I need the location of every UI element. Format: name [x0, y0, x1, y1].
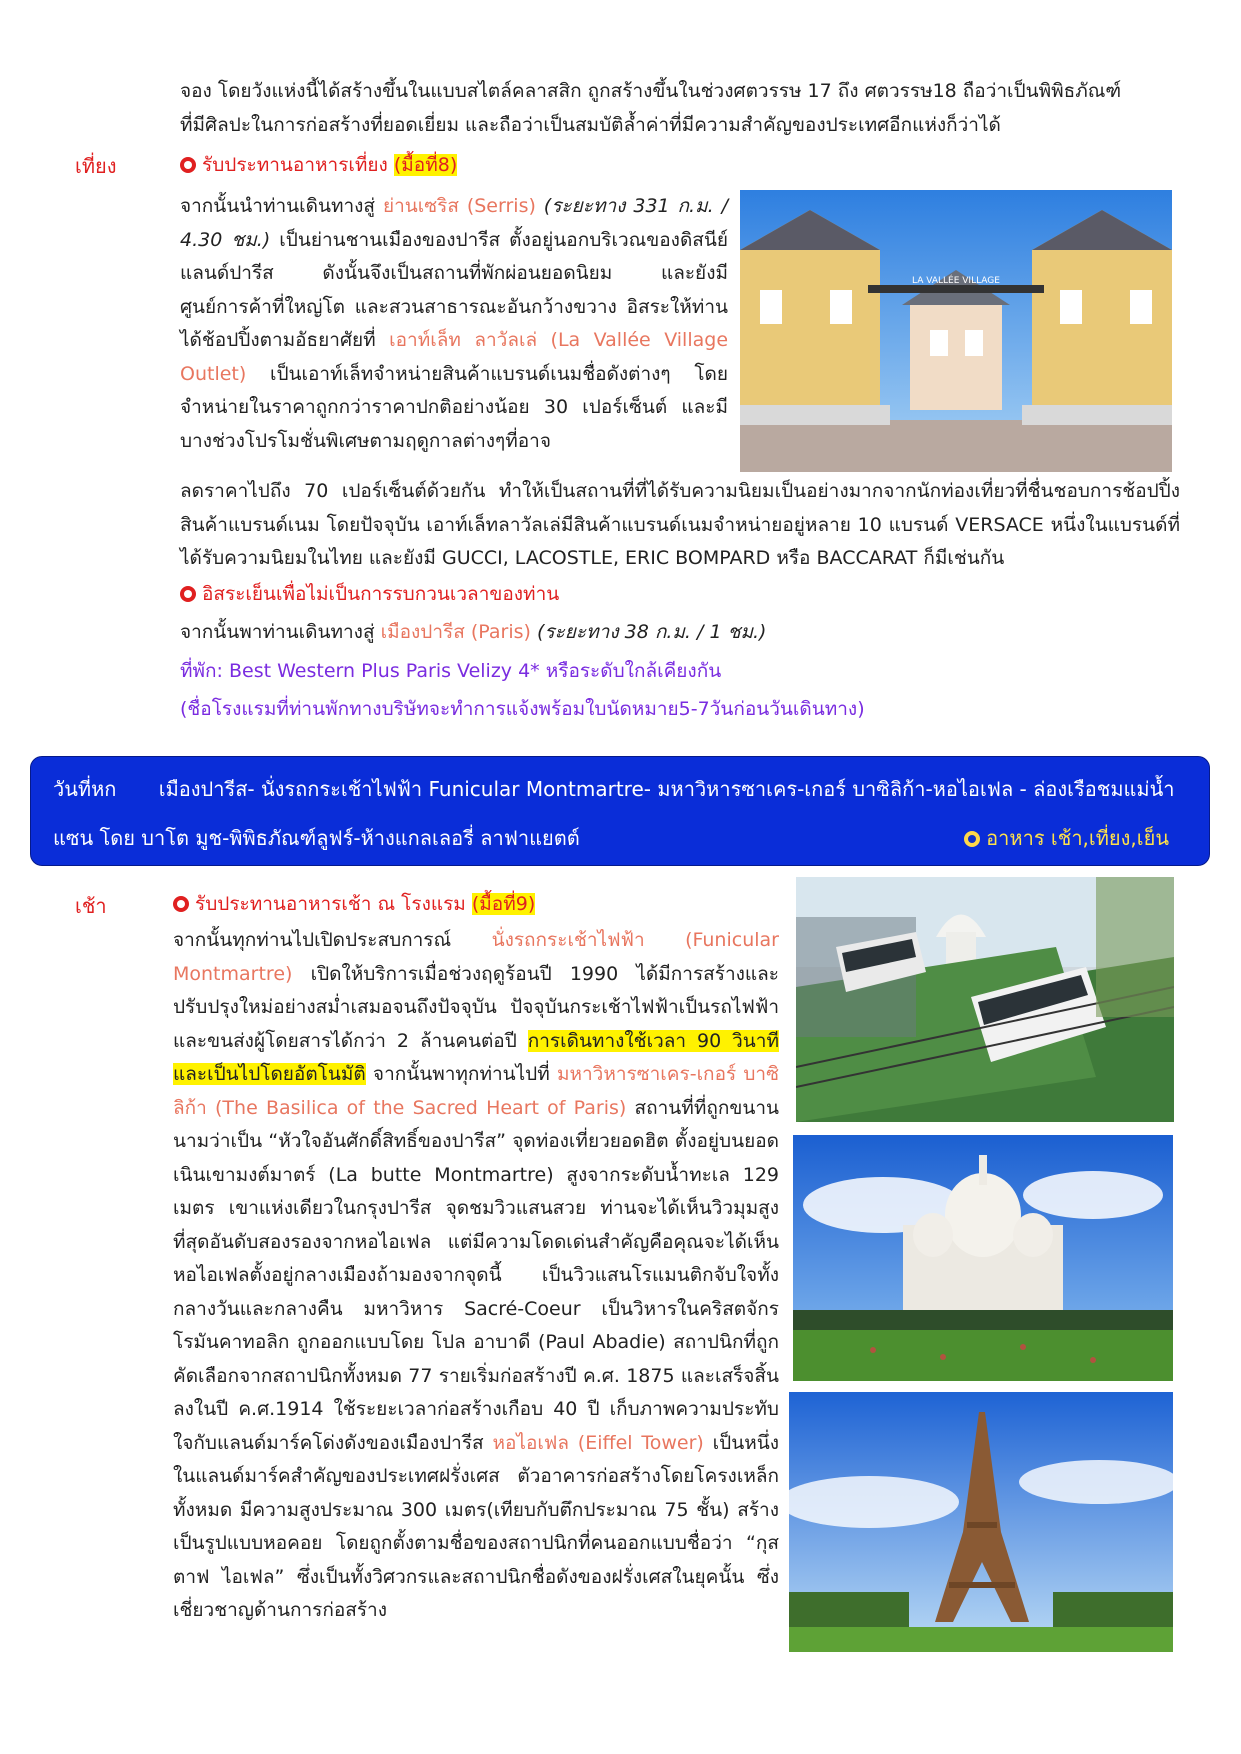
breakfast-line: [173, 888, 535, 922]
intro-line: จอง โดยวังแห่งนี้ได้สร้างขึ้นในแบบสไตล์คลาสสิก ถูกสร้างขึ้นในช่วงศตวรรษ 17 ถึง ศตวรรษ18 ถือว่าเป็นพิพิธภัณฑ์: [180, 80, 1122, 102]
hotel-note: (ชื่อโรงแรมที่ท่านพักทางบริษัทจะทำการแจ้งพร้อมใบนัดหมาย5-7วันก่อนวันเดินทาง): [180, 698, 865, 720]
place-serris: ย่านเซริส (Serris): [382, 195, 536, 217]
eiffel-photo: [789, 1392, 1173, 1652]
distance: (ระยะทาง 331 ก.ม. / 4.30 ชม.): [180, 195, 728, 251]
meal-number: (มื้อที่8): [393, 154, 458, 176]
banner-line-1: [53, 773, 1174, 805]
dinner-text: อิสระเย็นเพื่อไม่เป็นการรบกวนเวลาของท่าน: [202, 583, 560, 605]
meal-number: (มื้อที่9): [471, 893, 536, 915]
text: จากนั้นพาท่านเดินทางสู่: [180, 621, 381, 643]
montmartre-paragraph: [173, 924, 779, 1628]
text: เป็นหนึ่งในแลนด์มาร์คสำคัญของประเทศฝรั่งเศส ตัวอาคารก่อสร้างโดยโครงเหล็กทั้งหมด มีความสูงประมาณ 300 เมตร(เทียบกับตึกประมาณ 75 ชั้น) สร้างเป็นรูปแบบหอคอย โดยถูกตั้งตามชื่อของสถาปนิกที่คนออกแบบชื่อว่า “กุสตาฟ ไอเฟล” ซึ่งเป็นทั้งวิศวกรและสถาปนิกชื่อดังของฝรั่งเศสในยุคนั้น ซึ่งเชี่ยวชาญด้านการก่อสร้าง: [173, 1431, 780, 1621]
route-text: เมืองปารีส- นั่งรถกระเช้าไฟฟ้า Funicular Montmartre- มหาวิหารซาเคร-เกอร์ บาซิลิก้า-หอไอเฟล - ล่องเรือชมแม่น้ำ: [158, 777, 1175, 801]
dish-icon: [964, 831, 980, 847]
text: จากนั้นนำท่านเดินทางสู่: [180, 195, 383, 217]
hotel-line: ที่พัก: Best Western Plus Paris Velizy 4* หรือระดับใกล้เคียงกัน: [180, 660, 722, 682]
dish-icon: [180, 157, 196, 173]
dish-icon: [173, 896, 189, 912]
outlet-sign: LA VALLÉE VILLAGE: [912, 276, 1000, 286]
banner-line-2: [53, 822, 580, 854]
day-banner: [30, 756, 1210, 866]
breakfast-text: รับประทานอาหารเช้า ณ โรงแรม: [195, 893, 466, 915]
place-outlet: เอาท์เล็ท ลาวัลเล่ (La Vallée Village Outlet): [180, 329, 729, 385]
lunch-line: [180, 149, 457, 183]
day-number: วันที่หก: [53, 777, 117, 801]
serris-paragraph: [180, 190, 728, 458]
text: เปิดให้บริการเมื่อช่วงฤดูร้อนปี 1990 ได้มีการสร้างและปรับปรุงใหม่อย่างสม่ำเสมอจนถึงปัจจุบัน ปัจจุบันกระเช้าไฟฟ้าเป็นรถไฟฟ้าและขนส่งผู้โดยสารได้กว่า 2 ล้านคนต่อปี: [173, 962, 779, 1052]
text: เป็นย่านชานเมืองของปารีส ตั้งอยู่นอกบริเวณของดิสนีย์แลนด์ปารีส ดังนั้นจึงเป็นสถานที่พักผ่อนยอดนิยม และยังมี ศูนย์การค้าที่ใหญ่โต และสวนสาธารณะอันกว้างขวาง อิสระให้ท่านได้ช้อปปิ้งตามอัธยาศัยที่: [180, 228, 728, 351]
text: เป็นเอาท์เล็ทจำหน่ายสินค้าแบรนด์เนมชื่อดังต่างๆ โดยจำหน่ายในราคาถูกกว่าราคาปกติอย่างน้อย 30 เปอร์เซ็นต์ และมีบางช่วงโปรโมชั่นพิเศษตามฤดูกาลต่างๆที่อาจ: [180, 362, 728, 452]
text: จากนั้นพาทุกท่านไปที่: [365, 1063, 557, 1085]
outlet-photo: [740, 190, 1172, 472]
route-text: แซน โดย บาโต มูช-พิพิธภัณฑ์ลูฟร์-ห้างแกลเลอรี่ ลาฟาแยตต์: [53, 826, 580, 850]
to-paris-line: [180, 616, 766, 650]
funicular-photo: [796, 877, 1174, 1122]
distance: (ระยะทาง 38 ก.ม. / 1 ชม.): [530, 621, 767, 643]
dinner-line: [180, 578, 559, 612]
basilica-photo: [793, 1135, 1173, 1381]
text: สถานที่ที่ถูกขนานนามว่าเป็น “หัวใจอันศักดิ์สิทธิ์ของปารีส” จุดท่องเที่ยวยอดฮิต ตั้งอยู่บนยอดเนินเขามงต์มาตร์ (La butte Montmartre) สูงจากระดับน้ำทะเล 129 เมตร เขาแห่งเดียวในกรุงปารีส จุดชมวิวแสนสวย ท่านจะได้เห็นวิวมุมสูงที่สุดอันดับสองรองจากหอไอเฟล แต่มีความโดดเด่นสำคัญคือคุณจะได้เห็นหอไอเฟลตั้งอยู่กลางเมืองถ้ามองจากจุดนี้ เป็นวิวแสนโรแมนติกจับใจทั้งกลางวันและกลางคืน มหาวิหาร Sacré-Coeur เป็นวิหารในคริสตจักรโรมันคาทอลิก ถูกออกแบบโดย โปล อาบาดี (Paul Abadie) สถาปนิกที่ถูกคัดเลือกจากสถาปนิกทั้งหมด 77 รายเริ่มก่อสร้างปี ค.ศ. 1875 และเสร็จสิ้นลงในปี ค.ศ.1914 ใช้ระยะเวลาก่อสร้างเกือบ 40 ปี เก็บภาพความประทับใจกับแลนด์มาร์คโด่งดังของเมืองปารีส: [173, 1096, 779, 1454]
place-eiffel: หอไอเฟล (Eiffel Tower): [492, 1431, 704, 1454]
place-funicular: นั่งรถกระเช้าไฟฟ้า (Funicular Montmartre): [173, 929, 779, 985]
highlight-text: การเดินทางใช้เวลา 90 วินาทีและเป็นไปโดยอัตโนมัติ: [173, 1029, 779, 1085]
meals-info: [964, 822, 1169, 854]
lunch-label: เที่ยง: [75, 154, 117, 178]
place-basilica: มหาวิหารซาเคร-เกอร์ บาซิลิก้า (The Basilica of the Sacred Heart of Paris): [173, 1063, 779, 1119]
meals-text: อาหาร เช้า,เที่ยง,เย็น: [986, 826, 1169, 850]
place-paris: เมืองปารีส (Paris): [380, 621, 531, 643]
dish-icon: [180, 586, 196, 602]
text: จากนั้นทุกท่านไปเปิดประสบการณ์: [173, 929, 492, 951]
intro-paragraph: [180, 75, 1180, 142]
serris-paragraph-continued: ลดราคาไปถึง 70 เปอร์เซ็นต์ด้วยกัน ทำให้เป็นสถานที่ที่ได้รับความนิยมเป็นอย่างมากจากนักท่องเที่ยวที่ชื่นชอบการช้อปปิ้งสินค้าแบรนด์เนม โดยปัจจุบัน เอาท์เล็ทลาวัลเล่มีสินค้าแบรนด์เนมจำหน่ายอยู่หลาย 10 แบรนด์ VERSACE หนึ่งในแบรนด์ที่ได้รับความนิยมในไทย และยังมี GUCCI, LACOSTLE, ERIC BOMPARD หรือ BACCARAT ก็มีเช่นกัน: [180, 480, 1180, 569]
intro-line: ที่มีศิลปะในการก่อสร้างที่ยอดเยี่ยม และถือว่าเป็นสมบัติล้ำค่าที่มีความสำคัญของประเทศอีกแห่งก็ว่าได้: [180, 113, 1001, 136]
morning-label: เช้า: [75, 894, 107, 918]
lunch-text: รับประทานอาหารเที่ยง: [202, 154, 388, 176]
